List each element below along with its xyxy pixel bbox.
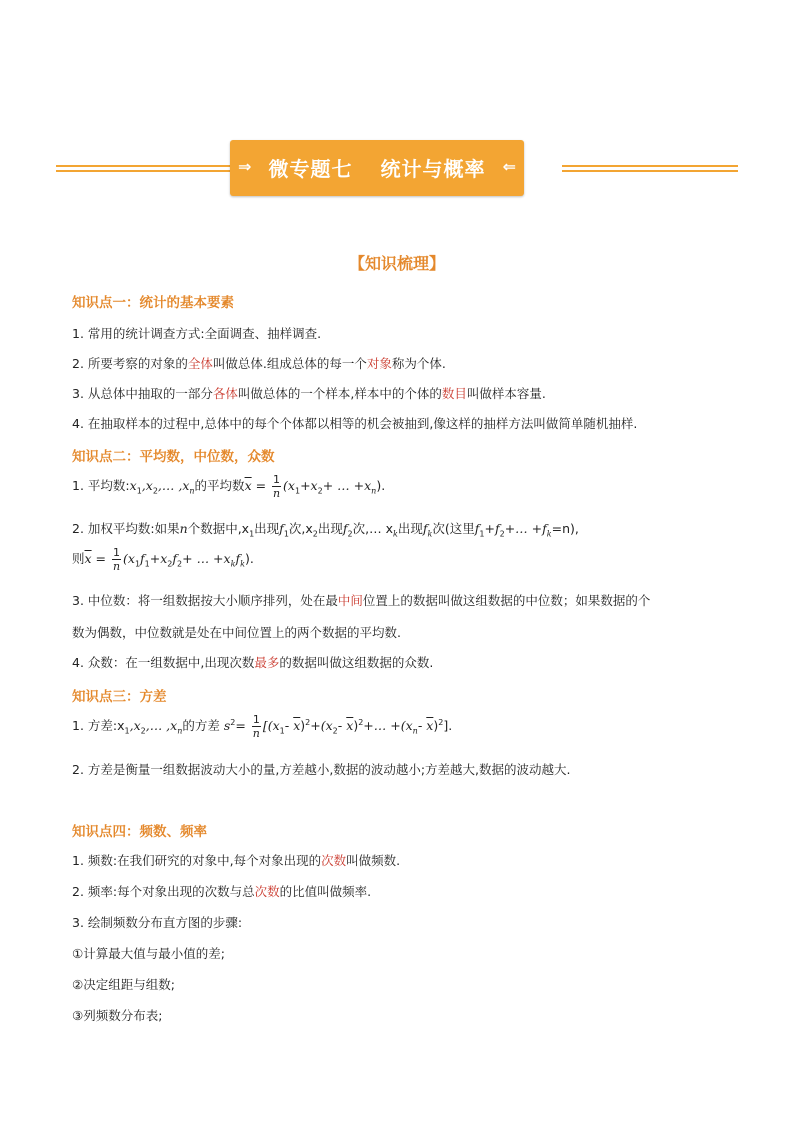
title-decoration-left xyxy=(56,164,232,174)
title-box xyxy=(230,140,524,196)
kp4-line3: 3. 绘制频数分布直方图的步骤: xyxy=(72,915,243,930)
kp4-line1: 1. 频数:在我们研究的对象中,每个对象出现的次数叫做频数. xyxy=(72,853,401,868)
kp2-line4: 3. 中位数：将一组数据按大小顺序排列，处在最中间位置上的数据叫做这组数据的中位数；如果数据的个 xyxy=(72,593,651,608)
arrow-right-icon: ⇒ xyxy=(238,157,252,176)
kp3-line2: 2. 方差是衡量一组数据波动大小的量,方差越小,数据的波动越小;方差越大,数据的波动越大. xyxy=(72,762,571,777)
arrow-left-icon: ⇐ xyxy=(502,157,516,176)
kp1-heading: 知识点一：统计的基本要素 xyxy=(72,295,234,311)
kp2-line6: 4. 众数：在一组数据中,出现次数最多的数据叫做这组数据的众数. xyxy=(72,655,434,670)
title-part1: 微专题七 xyxy=(268,157,353,181)
kp3-heading: 知识点三：方差 xyxy=(72,689,167,705)
kp4-line6: ③列频数分布表; xyxy=(72,1008,163,1023)
kp4-line2: 2. 频率:每个对象出现的次数与总次数的比值叫做频率. xyxy=(72,884,372,899)
kp2-heading: 知识点二：平均数，中位数，众数 xyxy=(72,449,275,465)
section-header: 【知识梳理】 xyxy=(348,254,445,273)
kp4-line5: ②决定组距与组数; xyxy=(72,977,175,992)
kp2-line2: 2. 加权平均数:如果n个数据中$,x_1$出现$f_1$次$,x_2$出现$f_2$次,… $x_k$出现$f_k$次(这里$f_1+f_2+\dots +f_k=n$), xyxy=(72,521,579,539)
fraction: $\frac{1}{n}$ xyxy=(112,546,121,573)
fraction: $\frac{1}{n}$ xyxy=(252,713,260,740)
page-title xyxy=(230,153,524,182)
kp4-line4: ①计算最大值与最小值的差; xyxy=(72,946,225,961)
kp2-line1: 1. 平均数$:x_1,x_2,\dots$ $,x_n$的平均数$\overline{x}$ = $\frac{1}{n}$ ($x_1+x_2+$ … $+x_n$). xyxy=(72,473,386,500)
kp2-line5: 数为偶数，中位数就是处在中间位置上的两个数据的平均数. xyxy=(72,625,401,640)
kp4-heading: 知识点四：频数、频率 xyxy=(72,824,207,840)
kp1-line4: 4. 在抽取样本的过程中,总体中的每个个体都以相等的机会被抽到,像这样的抽样方法叫做简单随机抽样. xyxy=(72,416,638,431)
fraction: $\frac{1}{n}$ xyxy=(273,473,281,500)
kp1-line2: 2. 所要考察的对象的全体叫做总体.组成总体的每一个对象称为个体. xyxy=(72,356,446,371)
kp3-line1: 1. 方差$:x_1,x_2,\dots$ $,x_n$的方差 $s^2=$ $\frac{1}{n}$ [($x_1-$ $\overline{x})^2+(x_2-$ $\overline{x})^2+\dots +(x_n-$ $\overline{x})^2$]. xyxy=(72,713,453,740)
kp2-line3: 则$\overline{x}$ = $\frac{1}{n}$ ($x_1f_1+x_2f_2+$ … $+x_kf_k$). xyxy=(72,546,254,573)
kp1-line1: 1. 常用的统计调查方式:全面调查、抽样调查. xyxy=(72,326,322,341)
title-part2: 统计与概率 xyxy=(380,157,486,181)
title-decoration-right xyxy=(562,164,738,174)
kp1-line3: 3. 从总体中抽取的一部分各体叫做总体的一个样本,样本中的个体的数目叫做样本容量. xyxy=(72,386,546,401)
title-banner xyxy=(56,140,738,198)
